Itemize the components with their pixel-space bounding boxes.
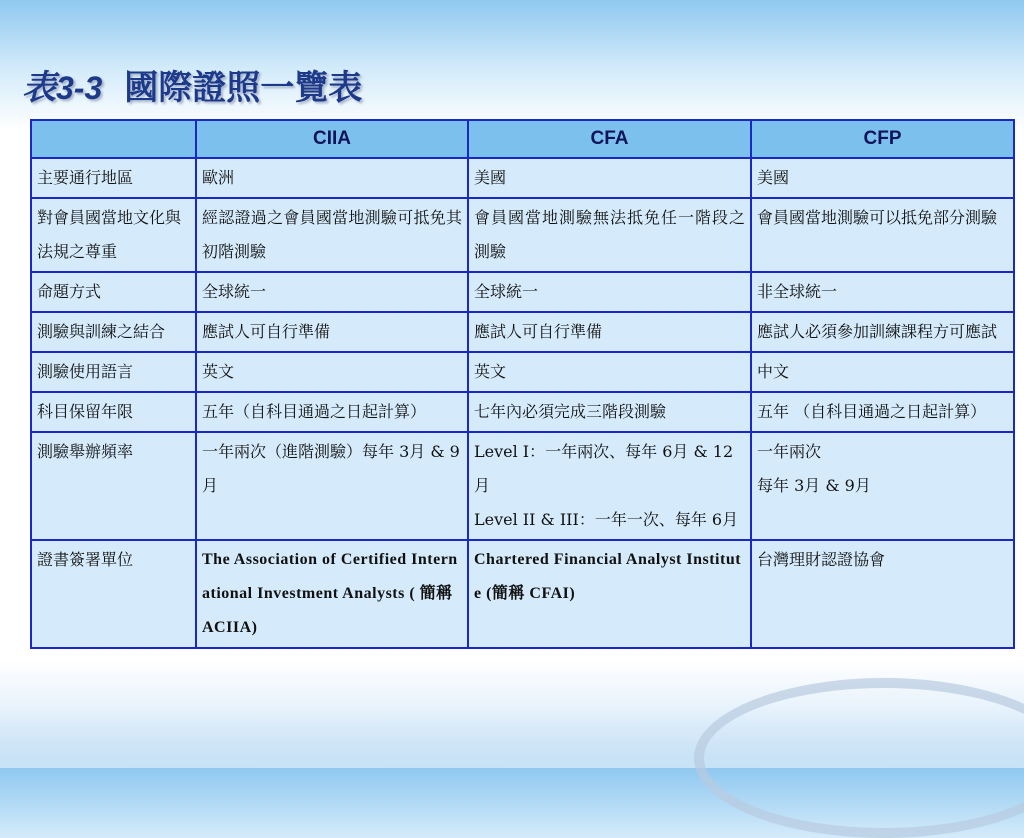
table-row xyxy=(31,352,1014,392)
title-prefix: 表 xyxy=(22,68,56,108)
cell-ciia xyxy=(196,312,468,352)
cell-cfp xyxy=(751,312,1014,352)
row-label: 科目保留年限 xyxy=(31,392,196,432)
header-cell-ciia: CIIA xyxy=(196,120,468,158)
cell-ciia xyxy=(196,392,468,432)
cell-line: 五年（自科目通過之日起計算） xyxy=(202,402,427,421)
cell-ciia xyxy=(196,158,468,198)
cell-line: 英文 xyxy=(202,362,235,381)
cell-cfp xyxy=(751,272,1014,312)
table-row xyxy=(31,312,1014,352)
cell-line: 英文 xyxy=(474,362,507,381)
table-row xyxy=(31,392,1014,432)
row-label: 證書簽署單位 xyxy=(31,540,196,648)
cell-line: 應試人必須參加訓練課程方可應試 xyxy=(757,322,998,341)
cell-ciia xyxy=(196,540,468,648)
row-label: 對會員國當地文化與法規之尊重 xyxy=(31,198,196,272)
cell-cfa xyxy=(468,198,751,272)
cell-line: 中文 xyxy=(757,362,790,381)
decorative-swoosh xyxy=(694,678,1024,838)
cell-line: 會員國當地測驗無法抵免任一階段之測驗 xyxy=(474,208,745,261)
row-label: 測驗與訓練之結合 xyxy=(31,312,196,352)
cell-ciia xyxy=(196,352,468,392)
cell-line: 美國 xyxy=(474,168,507,187)
cell-line: Level I：一年兩次、每年 6月 & 12月 xyxy=(474,442,734,495)
cell-line: 七年內必須完成三階段測驗 xyxy=(474,402,667,421)
cell-line: 一年兩次 xyxy=(757,442,822,461)
cell-cfp xyxy=(751,392,1014,432)
cell-cfp xyxy=(751,540,1014,648)
header-row xyxy=(31,120,1014,158)
certification-table xyxy=(30,119,1015,649)
cell-cfa xyxy=(468,432,751,540)
cell-line: 會員國當地測驗可以抵免部分測驗 xyxy=(757,208,998,227)
row-label: 測驗使用語言 xyxy=(31,352,196,392)
row-label: 主要通行地區 xyxy=(31,158,196,198)
header-cell-cfp: CFP xyxy=(751,120,1014,158)
cell-line: The Association of Certified International Investment Analysts ( 簡稱 ACIIA) xyxy=(202,551,458,636)
cell-cfa xyxy=(468,540,751,648)
cell-line: 應試人可自行準備 xyxy=(474,322,603,341)
cell-line: 應試人可自行準備 xyxy=(202,322,331,341)
cell-ciia xyxy=(196,272,468,312)
header-cell-empty xyxy=(31,120,196,158)
cell-cfa xyxy=(468,392,751,432)
cell-line: 美國 xyxy=(757,168,790,187)
cell-cfa xyxy=(468,312,751,352)
table-row xyxy=(31,272,1014,312)
cell-line: 台灣理財認證協會 xyxy=(757,550,886,569)
cell-line: 一年兩次（進階測驗）每年 3月 & 9月 xyxy=(202,442,460,495)
cell-line: Chartered Financial Analyst Institute (簡稱 CFAI) xyxy=(474,551,742,602)
row-label: 命題方式 xyxy=(31,272,196,312)
cell-line: 全球統一 xyxy=(474,282,539,301)
cell-cfa xyxy=(468,352,751,392)
cell-cfp xyxy=(751,198,1014,272)
header-cell-cfa: CFA xyxy=(468,120,751,158)
cell-ciia xyxy=(196,432,468,540)
cell-line: 每年 3月 & 9月 xyxy=(757,476,871,495)
cell-cfp xyxy=(751,158,1014,198)
table-row xyxy=(31,198,1014,272)
table-row xyxy=(31,540,1014,648)
cell-line: Level II & III：一年一次、每年 6月 xyxy=(474,510,739,529)
cell-cfa xyxy=(468,272,751,312)
table-row xyxy=(31,158,1014,198)
cell-cfp xyxy=(751,352,1014,392)
cell-cfa xyxy=(468,158,751,198)
table-row xyxy=(31,432,1014,540)
cell-line: 經認證過之會員國當地測驗可抵免其初階測驗 xyxy=(202,208,462,261)
cell-line: 五年 （自科目通過之日起計算） xyxy=(757,402,987,421)
cell-line: 非全球統一 xyxy=(757,282,838,301)
title-text: 國際證照一覽表 xyxy=(124,68,363,108)
cell-cfp xyxy=(751,432,1014,540)
cell-ciia xyxy=(196,198,468,272)
slide-title xyxy=(22,60,362,109)
row-label: 測驗舉辦頻率 xyxy=(31,432,196,540)
title-number: 3-3 xyxy=(56,70,103,106)
cell-line: 歐洲 xyxy=(202,168,235,187)
cell-line: 全球統一 xyxy=(202,282,267,301)
